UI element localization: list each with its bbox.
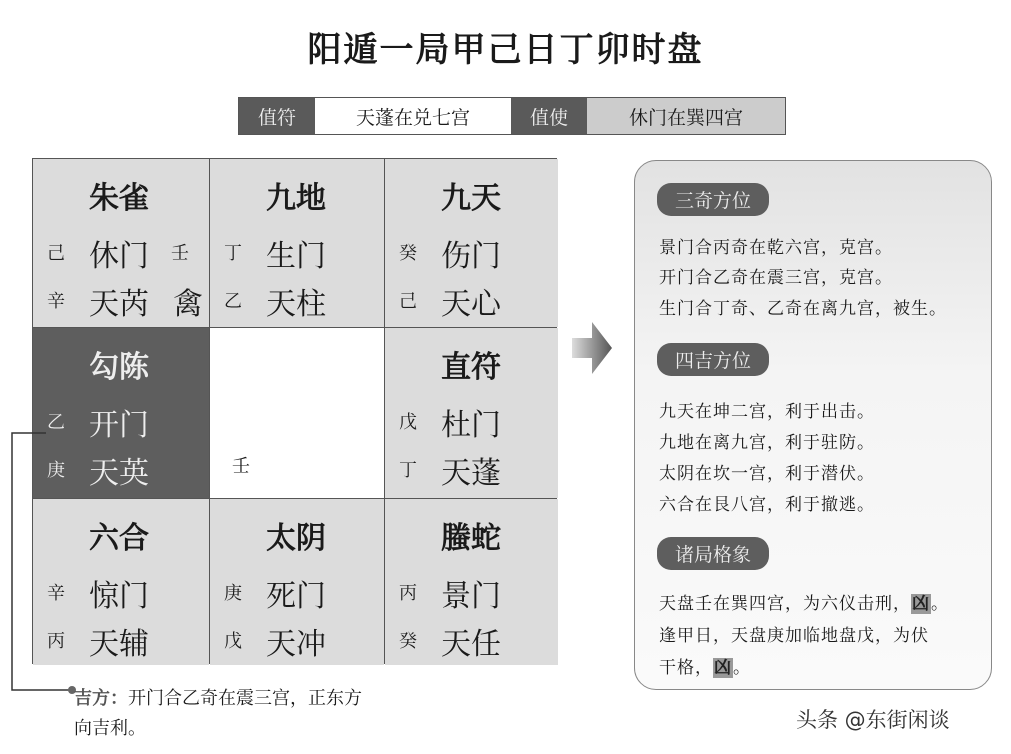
- list-item: 九天在坤二宫，利于出击。: [659, 402, 875, 422]
- heaven-stem: 乙: [47, 412, 65, 433]
- earth-stem: 己: [399, 291, 417, 312]
- zhifu-label: 值符: [239, 98, 315, 134]
- line-text: 干格，: [659, 658, 713, 678]
- earth-stem: 癸: [399, 631, 417, 652]
- line-end: 。: [733, 658, 751, 678]
- earth-stem: 辛: [47, 291, 65, 312]
- note-label: 吉方：: [74, 688, 128, 709]
- deity-name: 九地: [266, 181, 326, 216]
- deity-name: 六合: [89, 521, 149, 556]
- earth-stem: 丙: [47, 631, 65, 652]
- zhishi-value: 休门在巽四宫: [587, 98, 785, 134]
- palace-grid: [32, 158, 557, 664]
- bad-mark: 凶: [912, 594, 930, 614]
- deity-name: 勾陈: [89, 350, 149, 385]
- gate-name: 开门: [89, 408, 149, 443]
- page-title: 阳遁一局甲己日丁卯时盘: [307, 30, 704, 70]
- watermark: 头条 @东街闲谈: [796, 708, 950, 732]
- star-name: 天心: [441, 287, 501, 322]
- heaven-stem: 己: [47, 243, 65, 264]
- deity-name: 朱雀: [89, 181, 149, 216]
- gate-name: 景门: [441, 579, 501, 614]
- heaven-stem: 丙: [399, 583, 417, 604]
- deity-name: 直符: [441, 350, 501, 385]
- gate-name: 伤门: [441, 239, 501, 274]
- palace-cell: [210, 328, 384, 498]
- section-title: 诸局格象: [657, 537, 769, 570]
- line-end: 。: [931, 594, 949, 614]
- extra-star: 禽: [173, 287, 203, 322]
- extra-stem: 壬: [171, 243, 189, 264]
- palace-cell: [210, 159, 384, 327]
- arrow-right-icon: [572, 322, 612, 374]
- center-stem: 壬: [232, 456, 250, 477]
- section-title: 四吉方位: [657, 343, 769, 376]
- heaven-stem: 癸: [399, 243, 417, 264]
- deity-name: 螣蛇: [441, 521, 501, 556]
- heaven-stem: 戊: [399, 412, 417, 433]
- star-name: 天辅: [89, 627, 149, 662]
- list-item: 开门合乙奇在震三宫，克宫。: [659, 268, 893, 288]
- palace-cell: [33, 159, 209, 327]
- auspicious-note: [74, 684, 364, 744]
- line-text: 天盘壬在巽四宫，为六仪击刑，: [659, 594, 911, 614]
- star-name: 天英: [89, 456, 149, 491]
- list-item: 太阴在坎一宫，利于潜伏。: [659, 464, 875, 484]
- star-name: 天芮: [89, 287, 149, 322]
- list-item: [659, 653, 751, 678]
- palace-cell: [385, 328, 558, 498]
- section-title: 三奇方位: [657, 183, 769, 216]
- earth-stem: 戊: [224, 631, 242, 652]
- info-panel: [634, 160, 992, 690]
- list-item: 逢甲日，天盘庚加临地盘戊，为伏: [659, 626, 929, 646]
- connector-line: [10, 432, 80, 694]
- palace-cell: [210, 499, 384, 665]
- gate-name: 惊门: [89, 579, 149, 614]
- list-item: 生门合丁奇、乙奇在离九宫，被生。: [659, 299, 947, 319]
- palace-cell: [385, 159, 558, 327]
- star-name: 天冲: [266, 627, 326, 662]
- deity-name: 太阴: [266, 521, 326, 556]
- list-item: 六合在艮八宫，利于撤逃。: [659, 495, 875, 515]
- palace-cell: [385, 499, 558, 665]
- heaven-stem: 庚: [224, 583, 242, 604]
- gate-name: 死门: [266, 579, 326, 614]
- header-bar: [238, 97, 786, 135]
- gate-name: 杜门: [441, 408, 501, 443]
- zhifu-value: 天蓬在兑七宫: [315, 98, 511, 134]
- gate-name: 休门: [89, 239, 149, 274]
- list-item: [659, 589, 949, 614]
- star-name: 天蓬: [441, 456, 501, 491]
- deity-name: 九天: [441, 181, 501, 216]
- bad-mark: 凶: [714, 658, 732, 678]
- note-text: 开门合乙奇在震三宫，正东方向吉利。: [74, 688, 362, 739]
- star-name: 天任: [441, 627, 501, 662]
- list-item: 九地在离九宫，利于驻防。: [659, 433, 875, 453]
- list-item: 景门合丙奇在乾六宫，克宫。: [659, 238, 893, 258]
- earth-stem: 丁: [399, 460, 417, 481]
- earth-stem: 乙: [224, 291, 242, 312]
- star-name: 天柱: [266, 287, 326, 322]
- heaven-stem: 丁: [224, 243, 242, 264]
- zhishi-label: 值使: [511, 98, 587, 134]
- earth-stem: 庚: [47, 460, 65, 481]
- gate-name: 生门: [266, 239, 326, 274]
- heaven-stem: 辛: [47, 583, 65, 604]
